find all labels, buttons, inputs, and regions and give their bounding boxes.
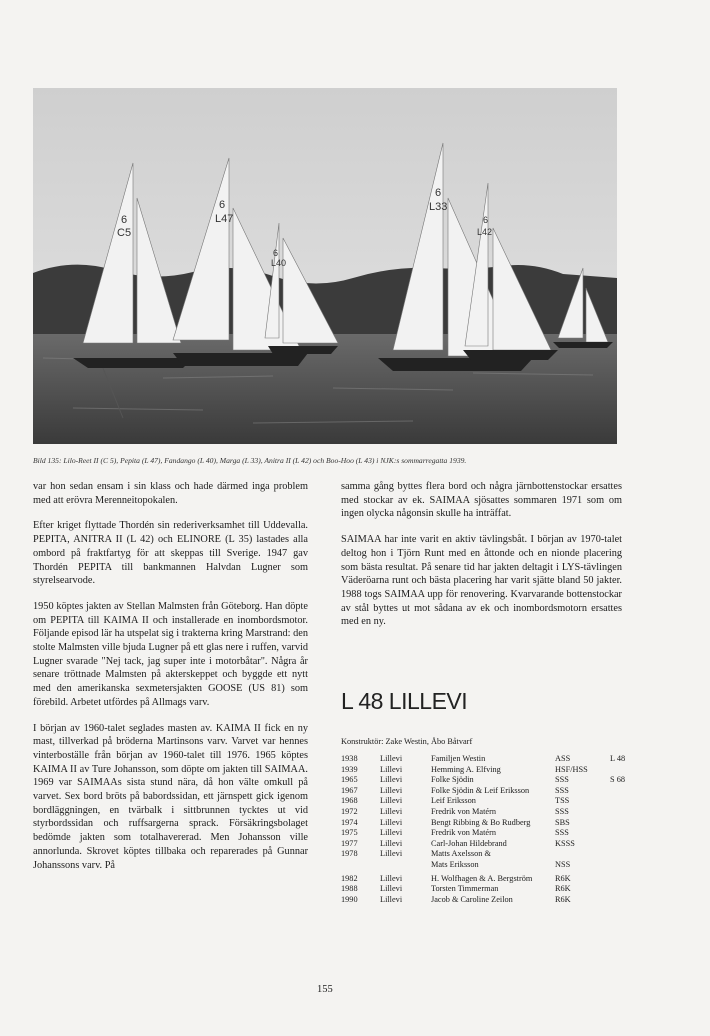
- owner: Jacob & Caroline Zeilon: [431, 894, 513, 904]
- sail-number: 6: [273, 248, 279, 258]
- sail-number: C5: [117, 227, 132, 239]
- club: SSS: [555, 785, 569, 795]
- year: 1939: [341, 764, 358, 774]
- club: SSS: [555, 828, 569, 838]
- year: 1972: [341, 806, 358, 816]
- sail-number: 6: [121, 214, 128, 226]
- boat-name: Lillevi: [380, 754, 403, 763]
- club: R6K: [555, 884, 571, 894]
- owner: Mats Eriksson: [431, 859, 479, 869]
- boat-name: Lillevi: [380, 849, 403, 859]
- sail-number: S 68: [610, 775, 625, 785]
- owner: Carl-Johan Hildebrand: [431, 838, 507, 848]
- sail-number: 6: [435, 187, 442, 199]
- paragraph: I början av 1960-talet seglades masten av. KAIMA II fick en ny mast, tillverkad på bröderna Martinsons varv. Varvet var hennes vinterboställe från början av 1960-talet till 1976. 1965 köptes KAIMA II av Ture Johansson, som döpte om jakten till SAIMAA. 1969 var SAIMAAs sista stund nära, då hon välte omkull på varvet. Sex bord bröts på babordssidan, ett järnspett gick igenom bordläggningen, en tvärbalk i sittbrunnen tycktes ut vid styrbordssidan och ruffsargerna sprack. Försäkringsbolaget bedömde jakten som totalhavererad. Men Johansson ville annorlunda. Skrovet köptes tillbaka och reparerades på Gunnar Johanssons varv. På: [33, 722, 308, 871]
- constructor-line: Konstruktör: Zake Westin, Åbo Båtvarf: [341, 737, 473, 746]
- year: 1965: [341, 775, 358, 785]
- boat-name: Lillevi: [380, 828, 403, 838]
- sail-number: L 48: [610, 754, 626, 763]
- year: 1988: [341, 884, 358, 894]
- year: 1974: [341, 817, 358, 827]
- year: 1990: [341, 894, 358, 904]
- boat-name: Lillevi: [380, 838, 403, 848]
- sail-number: 6: [219, 199, 226, 211]
- left-text-column: [33, 480, 308, 884]
- club: R6K: [555, 894, 571, 904]
- year: 1978: [341, 849, 358, 859]
- club: HSF/HSS: [555, 764, 588, 774]
- owner: Leif Eriksson: [431, 796, 476, 806]
- year: 1977: [341, 838, 358, 848]
- club: NSS: [555, 859, 571, 869]
- boat-name: Lillevi: [380, 894, 403, 904]
- club: ASS: [555, 754, 571, 763]
- year: 1975: [341, 828, 358, 838]
- year: 1967: [341, 785, 358, 795]
- sailing-regatta-photo-icon: [33, 88, 617, 444]
- boat-name: Lillevi: [380, 806, 403, 816]
- paragraph: Efter kriget flyttade Thordén sin rederiverksamhet till Uddevalla. PEPITA, ANITRA II (L 42) och ELINORE (L 35) lastades alla ombord på fraktfartyg för att skeppas till Sverige. 1947 gav Thordén PEPITA till bankmannen Halvdan Lugner som styrelsearvode.: [33, 520, 308, 587]
- boat-name: Lillevi: [380, 785, 403, 795]
- sail-number: L47: [215, 213, 234, 225]
- section-heading: L 48 LILLEVI: [341, 688, 468, 714]
- owner: H. Wolfhagen & A. Bergström: [431, 873, 533, 883]
- owner: Folke Sjödin: [431, 775, 474, 785]
- sail-number: 6: [483, 215, 489, 225]
- boat-name: Lillevi: [380, 775, 403, 785]
- boat-name: Lillevi: [380, 884, 403, 894]
- paragraph: samma gång byttes flera bord och några järnbottenstockar ersattes med stockar av ek. SAIMAA sjösattes sommaren 1971 som om ingen olycka någonsin skulle ha inträffat.: [341, 481, 622, 520]
- sail-number: L40: [271, 258, 287, 268]
- owner: Fredrik von Matérn: [431, 806, 496, 816]
- club: TSS: [555, 796, 570, 806]
- right-text-column: [341, 480, 622, 641]
- boat-name: Lillevi: [380, 796, 403, 806]
- regatta-photo: [33, 88, 617, 444]
- owner: Hemming A. Elfving: [431, 764, 501, 774]
- boat-name: Lillevi: [380, 873, 403, 883]
- owner: Torsten Timmerman: [431, 884, 499, 894]
- owner: Folke Sjödin & Leif Eriksson: [431, 785, 530, 795]
- owner: Bengt Ribbing & Bo Rudberg: [431, 817, 531, 827]
- club: SSS: [555, 775, 569, 785]
- club: SBS: [555, 817, 570, 827]
- year: 1968: [341, 796, 358, 806]
- boat-name: Lillevi: [380, 817, 403, 827]
- boat-name: Lillevi: [380, 764, 403, 774]
- club: R6K: [555, 873, 571, 883]
- year: 1938: [341, 754, 358, 763]
- photo-caption: Bild 135: Lilo-Reet II (C 5), Pepita (L 47), Fandango (L 40), Marga (L 33), Anitra II (L 42) och Boo-Hoo (L 43) i NJK:s sommarregatta 1939.: [33, 456, 467, 465]
- owner: Matts Axelsson &: [431, 849, 491, 859]
- owner: Fredrik von Matérn: [431, 828, 496, 838]
- club: KSSS: [555, 838, 575, 848]
- club: SSS: [555, 806, 569, 816]
- sail-number: L33: [429, 201, 448, 213]
- owner: Familjen Westin: [431, 754, 486, 763]
- year: 1982: [341, 873, 358, 883]
- sail-number: L42: [477, 227, 493, 237]
- paragraph: 1950 köptes jakten av Stellan Malmsten från Göteborg. Han döpte om PEPITA till KAIMA II och installerade en inombordsmotor. Följande episod lär ha utspelat sig i trakterna kring Marstrand: den stolte Malmsten ville bjuda Lugner på ett glas nere i ruffen, varvid Lugner svarade "Nej tack, jag super inte i motorbåtar". Några år senare tröttnade Malmsten på akterskeppet och byggde ett nytt med den amerikanska sexmetersjakten GOOSE (US 81) som förebild. Arbetet utfördes på Allmags varv.: [33, 600, 308, 708]
- paragraph: var hon sedan ensam i sin klass och hade därmed inga problem med att erövra Merenneitopokalen.: [33, 481, 308, 506]
- page-number: 155: [317, 984, 333, 995]
- paragraph: SAIMAA har inte varit en aktiv tävlingsbåt. I början av 1970-talet deltog hon i Tjörn Runt med en åttonde och en nionde placering som bästa resultat. På senare tid har jakten deltagit i LYS-tävlingen Väderöarna runt och bästa placering har varit sjätte bland 50 jakter. 1988 togs SAIMAA upp för renovering. Kvarvarande bottenstockar av stål byttes ut mot sådana av ek och inombordsmotorn ersattes med en ny.: [341, 534, 622, 628]
